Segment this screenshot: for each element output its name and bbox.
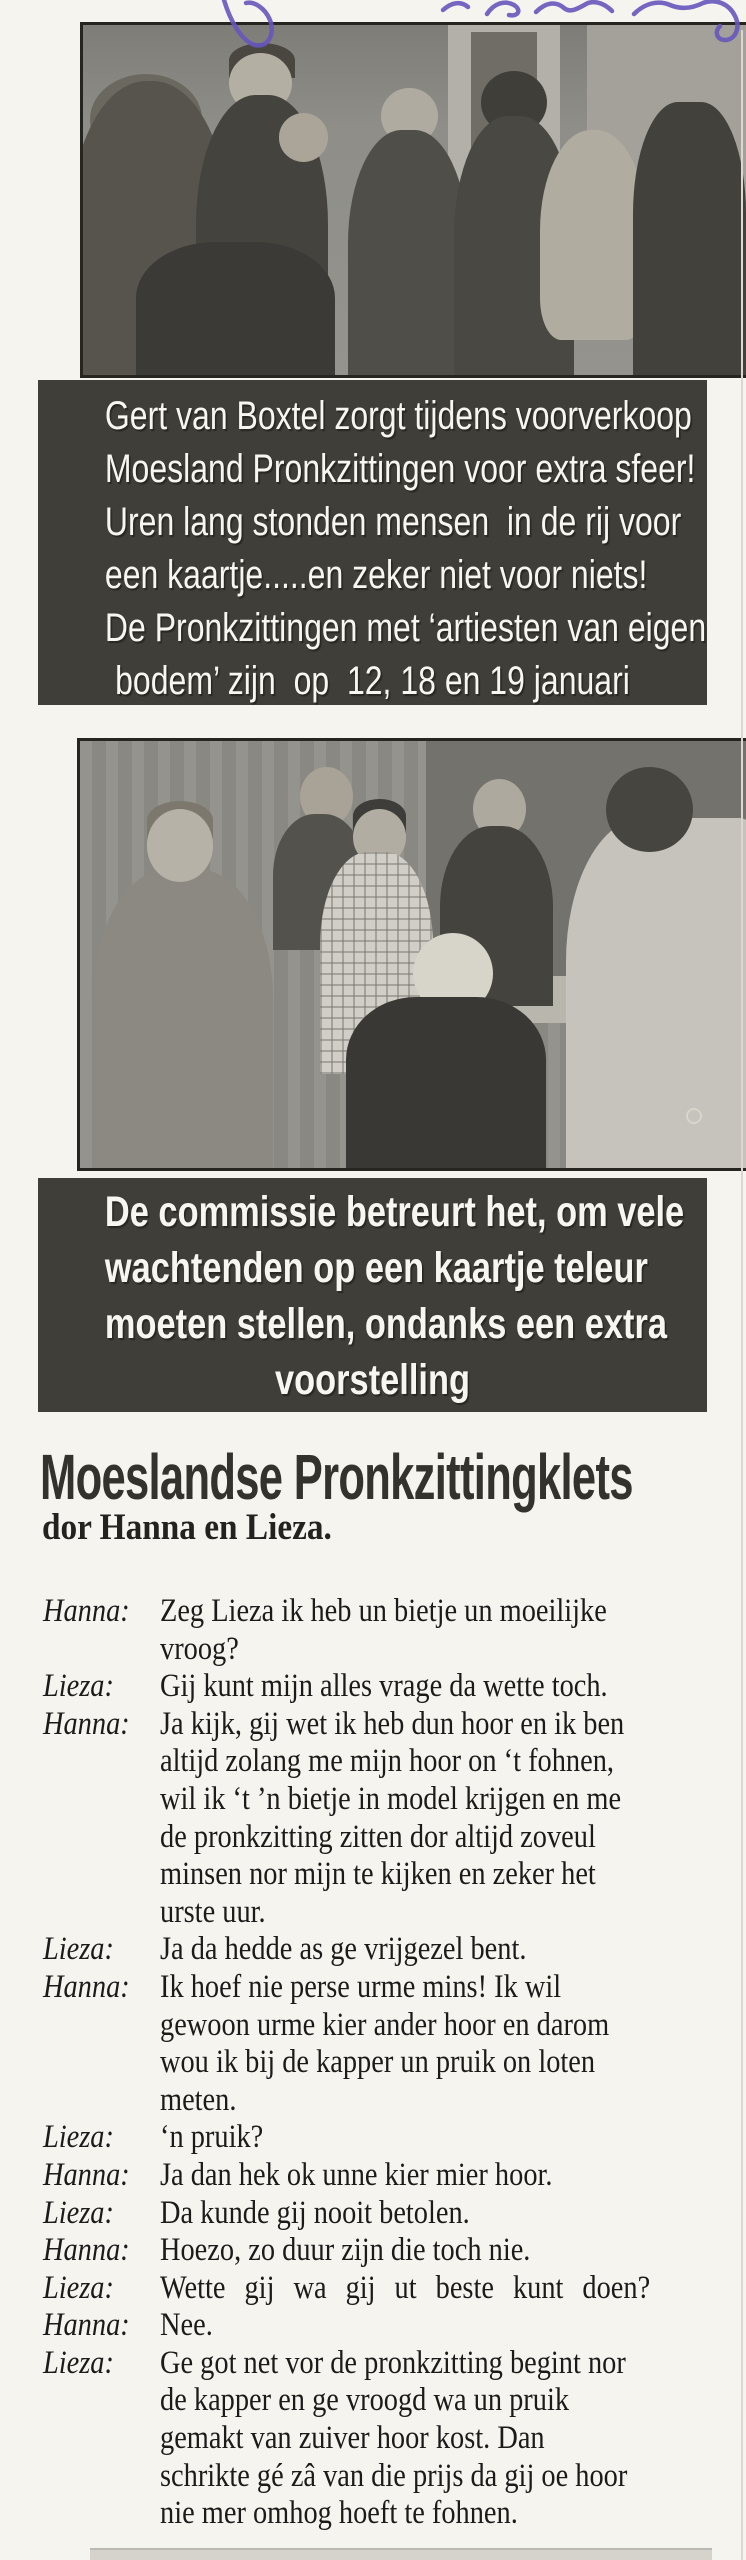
dialogue-speaker: Lieza: xyxy=(43,2119,114,2156)
caption-line: Gert van Boxtel zorgt tijdens voorverkoop xyxy=(104,394,692,438)
dialogue-text xyxy=(160,1931,733,1969)
dialogue-entry xyxy=(43,1706,733,1932)
photo-shape xyxy=(93,869,273,1171)
dialogue-transcript xyxy=(43,1593,733,2533)
dialogue-speaker: Lieza: xyxy=(43,1668,114,1705)
dialogue-line: wou ik bij de kapper un pruik on loten xyxy=(160,2044,596,2081)
photo-shape xyxy=(633,102,746,378)
next-block-top-edge xyxy=(90,2548,712,2560)
dialogue-line: urste uur. xyxy=(160,1893,266,1930)
dialogue-line: Hoezo, zo duur zijn die toch nie. xyxy=(160,2232,531,2269)
dialogue-speaker: Hanna: xyxy=(43,1705,130,1742)
pen-scribble-icon xyxy=(0,0,746,72)
photo-shape xyxy=(566,818,746,1171)
dialogue-speaker: Lieza: xyxy=(43,2194,114,2231)
dialogue-entry xyxy=(43,1593,733,1668)
dialogue-line: altijd zolang me mijn hoor on ‘t fohnen, xyxy=(160,1743,614,1780)
dialogue-line: gemakt van zuiver hoor kost. Dan xyxy=(160,2420,545,2457)
photo-shape xyxy=(540,130,646,340)
dialogue-entry xyxy=(43,2157,733,2195)
dialogue-line: Da kunde gij nooit betolen. xyxy=(160,2194,470,2231)
dialogue-text xyxy=(160,1593,733,1668)
dialogue-text xyxy=(160,2195,733,2233)
dialogue-line: de pronkzitting zitten dor altijd zoveul xyxy=(160,1818,596,1855)
dialogue-line: nie mer omhog hoeft te fohnen. xyxy=(160,2495,518,2532)
dialogue-line: Ja dan hek ok unne kier mier hoor. xyxy=(160,2156,553,2193)
dialogue-line: ‘n pruik? xyxy=(160,2119,264,2156)
caption-line: De Pronkzittingen met ‘artiesten van eigen xyxy=(104,606,707,650)
caption-lines xyxy=(38,390,707,708)
page-edge-shadow xyxy=(741,30,743,2560)
photo-shape xyxy=(346,997,546,1171)
dialogue-entry xyxy=(43,2270,733,2308)
dialogue-line: gewoon urme kier ander hoor en darom xyxy=(160,2006,610,2043)
caption-line: De commissie betreurt het, om vele xyxy=(104,1188,685,1236)
dialogue-line: Ja kijk, gij wet ik heb dun hoor en ik ben xyxy=(160,1705,625,1742)
dialogue-speaker: Lieza: xyxy=(43,2269,114,2306)
caption-lines xyxy=(38,1184,707,1408)
photo-ticket-table xyxy=(77,738,746,1171)
dialogue-line: vroog? xyxy=(160,1630,239,1667)
dialogue-entry xyxy=(43,2119,733,2157)
photo-preorder-crowd xyxy=(80,22,746,378)
dialogue-entry xyxy=(43,2195,733,2233)
dialogue-speaker: Lieza: xyxy=(43,2344,114,2381)
dialogue-entry xyxy=(43,2232,733,2270)
dialogue-line: Gij kunt mijn alles vrage da wette toch. xyxy=(160,1668,608,1705)
dialogue-text xyxy=(160,2157,733,2195)
dialogue-text xyxy=(160,2232,733,2270)
dialogue-text xyxy=(160,2119,733,2157)
caption-line: bodem’ zijn op 12, 18 en 19 januari xyxy=(115,659,630,703)
dialogue-line: minsen nor mijn te kijken en zeker het xyxy=(160,1856,596,1893)
caption-line: wachtenden op een kaartje teleur xyxy=(104,1244,648,1292)
dialogue-line: Nee. xyxy=(160,2307,213,2344)
photo-shape xyxy=(606,767,693,852)
dialogue-entry xyxy=(43,2345,733,2533)
dialogue-line: Ik hoef nie perse urme mins! Ik wil xyxy=(160,1968,562,2005)
caption-block-1 xyxy=(38,380,707,705)
dialogue-text xyxy=(160,1706,733,1932)
dialogue-text xyxy=(160,1668,733,1706)
caption-line: Moesland Pronkzittingen voor extra sfeer! xyxy=(104,447,696,491)
dialogue-text xyxy=(160,2270,733,2308)
photo-shape xyxy=(136,242,335,378)
dialogue-text xyxy=(160,2345,733,2533)
caption-line: moeten stellen, ondanks een extra xyxy=(104,1300,667,1348)
dialogue-line: meten. xyxy=(160,2081,237,2118)
dialogue-entry xyxy=(43,1668,733,1706)
dialogue-text xyxy=(160,1969,733,2119)
dialogue-speaker: Hanna: xyxy=(43,2156,130,2193)
dialogue-entry xyxy=(43,1931,733,1969)
dialogue-line: schrikte gé zâ van die prijs da gij oe hoor xyxy=(160,2457,628,2494)
dialogue-speaker: Hanna: xyxy=(43,2307,130,2344)
dialogue-line: Wette gij wa gij ut beste kunt doen? xyxy=(160,2269,651,2306)
dialogue-speaker: Hanna: xyxy=(43,1968,130,2005)
caption-line: een kaartje.....en zeker niet voor niets! xyxy=(104,553,648,597)
dialogue-speaker: Hanna: xyxy=(43,2232,130,2269)
dialogue-speaker: Hanna: xyxy=(43,1593,130,1629)
dialogue-line: Ge got net vor de pronkzitting begint nor xyxy=(160,2344,626,2381)
dialogue-line: Ja da hedde as ge vrijgezel bent. xyxy=(160,1931,527,1968)
caption-line: voorstelling xyxy=(275,1356,470,1404)
photo-shape xyxy=(348,130,467,378)
dialogue-entry xyxy=(43,1969,733,2119)
photo-shape xyxy=(279,113,329,162)
article-byline: dor Hanna en Lieza. xyxy=(42,1507,332,1548)
article-title: Moeslandse Pronkzittingklets xyxy=(40,1441,633,1513)
photo-shape xyxy=(147,809,214,882)
dialogue-text xyxy=(160,2307,733,2345)
caption-block-2 xyxy=(38,1178,707,1412)
caption-line: Uren lang stonden mensen in de rij voor xyxy=(104,500,682,544)
dialogue-line: de kapper en ge vroogd wa un pruik xyxy=(160,2382,570,2419)
dialogue-speaker: Lieza: xyxy=(43,1931,114,1968)
dialogue-line: Zeg Lieza ik heb un bietje un moeilijke xyxy=(160,1593,607,1629)
dialogue-entry xyxy=(43,2307,733,2345)
dialogue-line: wil ik ‘t ’n bietje in model krijgen en me xyxy=(160,1780,622,1817)
